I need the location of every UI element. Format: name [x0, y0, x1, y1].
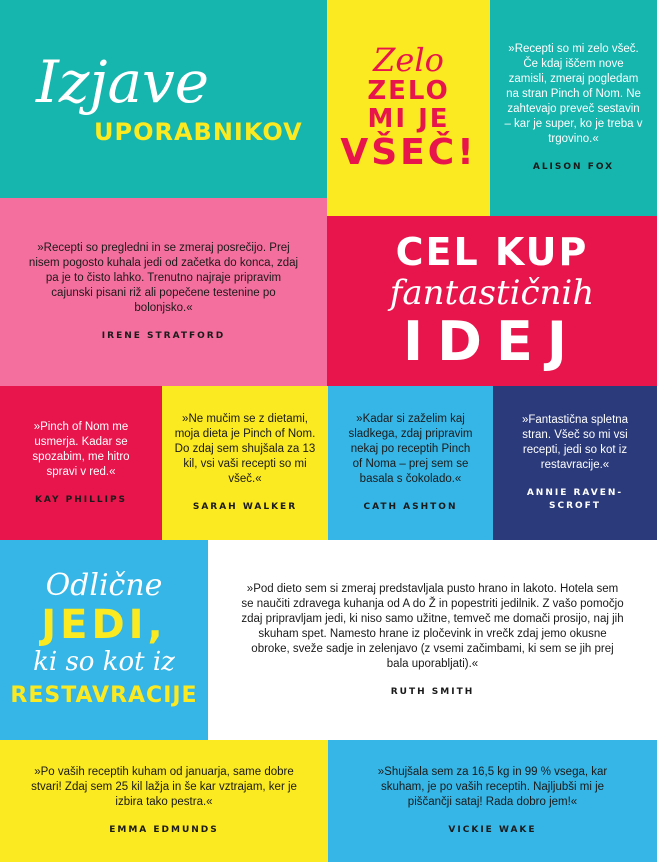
testimonial-emma-quote: »Po vaših receptih kuham od januarja, same dobre stvari! Zdaj sem 25 kil lažja in še kar vztrajam, ker je izbira tako pestra.« — [31, 766, 297, 808]
testimonial-ruth-quote: »Pod dieto sem si zmeraj predstavljala pusto hrano in lakoto. Hotela sem se naučiti zdravega kuhanja od A do Ž in popestriti jedilnik. Z vašo pomočjo zdaj pripravljam jedi, ki niso samo užitne, temveč me domači prosijo, naj jih skuham spet. Namesto hrane iz pločevink in vrečk zdaj jemo okusne obroke, sveže sadje in zelenjavo (z vsemi začimbami, ki sem se jih prej bala uporabljati).« — [241, 582, 624, 670]
testimonial-alison-author: ALISON FOX — [532, 162, 615, 172]
testimonial-kay — [0, 386, 162, 540]
testimonial-ruth — [208, 540, 657, 740]
testimonial-kay-author: KAY PHILLIPS — [34, 494, 128, 505]
banner-cel-kup-line3: IDEJ — [403, 310, 581, 373]
testimonial-sarah — [162, 386, 328, 540]
banner-zelo — [327, 0, 490, 216]
banner-zelo-line1: Zelo — [373, 41, 444, 79]
banner-odlicne-line3: ki so kot iz — [33, 647, 175, 677]
testimonial-vickie-author: VICKIE WAKE — [448, 825, 537, 835]
testimonial-annie-author: ANNIE RAVEN-SCROFT — [526, 488, 624, 511]
banner-zelo-line2: ZELO — [367, 76, 450, 106]
header-block — [0, 0, 327, 198]
testimonial-irene — [0, 198, 327, 386]
testimonial-irene-author: IRENE STRATFORD — [101, 331, 226, 341]
banner-odlicne — [0, 540, 208, 740]
testimonial-annie — [493, 386, 657, 540]
banner-cel-kup-line2: fantastičnih — [389, 273, 595, 313]
banner-cel-kup-line1: CEL KUP — [395, 230, 589, 274]
testimonial-cath-author: CATH ASHTON — [363, 502, 458, 512]
testimonial-irene-quote: »Recepti so pregledni in se zmeraj posrečijo. Prej nisem pogosto kuhala jedi od začetka do konca, zdaj pa je to čisto lahko. Trenutno najraje pripravim cajunski pisani riž ali popečene testenine po bolonjsko.« — [28, 242, 299, 314]
banner-cel-kup — [327, 216, 657, 386]
testimonial-sarah-author: SARAH WALKER — [192, 502, 298, 512]
banner-zelo-line4: VŠEČ! — [340, 132, 477, 173]
header-title-caps: UPORABNIKOV — [94, 118, 303, 146]
banner-odlicne-line1: Odlične — [45, 568, 163, 603]
testimonial-sarah-quote: »Ne mučim se z dietami, moja dieta je Pinch of Nom. Do zdaj sem shujšala za 13 kil, vsi vaši recepti so mi všeč.« — [174, 413, 316, 485]
testimonial-ruth-author: RUTH SMITH — [390, 686, 475, 697]
testimonial-annie-quote: »Fantastična spletna stran. Všeč so mi vsi recepti, jedi so kot iz restavracije.« — [521, 414, 629, 471]
banner-zelo-line3: MI JE — [367, 104, 450, 134]
testimonial-cath-quote: »Kadar si zaželim kaj sladkega, zdaj pripravim nekaj po receptih Pinch of Noma – prej sem se basala s čokolado.« — [348, 413, 473, 485]
testimonial-alison — [490, 0, 657, 216]
testimonial-kay-quote: »Pinch of Nom me usmerja. Kadar se spozabim, me hitro spravi v red.« — [32, 420, 130, 478]
testimonial-vickie-quote: »Shujšala sem za 16,5 kg in 99 % vsega, kar skuham, je po vaših receptih. Najljubši mi je piščančji sataj! Rada dobro jem!« — [377, 766, 608, 808]
banner-odlicne-line2: JEDI, — [41, 602, 167, 648]
testimonial-vickie — [328, 740, 657, 862]
testimonial-alison-quote: »Recepti so mi zelo všeč. Če kdaj iščem nove zamisli, zmeraj pogledam na stran Pinch of Nom. Ne zahtevajo preveč sestavin – kar je super, ko je treba v trgovino.« — [504, 43, 643, 145]
testimonial-cath — [328, 386, 493, 540]
banner-odlicne-line4: RESTAVRACIJE — [10, 683, 198, 708]
testimonial-emma — [0, 740, 328, 862]
header-title-script: Izjave — [36, 48, 210, 116]
testimonial-emma-author: EMMA EDMUNDS — [109, 825, 219, 835]
